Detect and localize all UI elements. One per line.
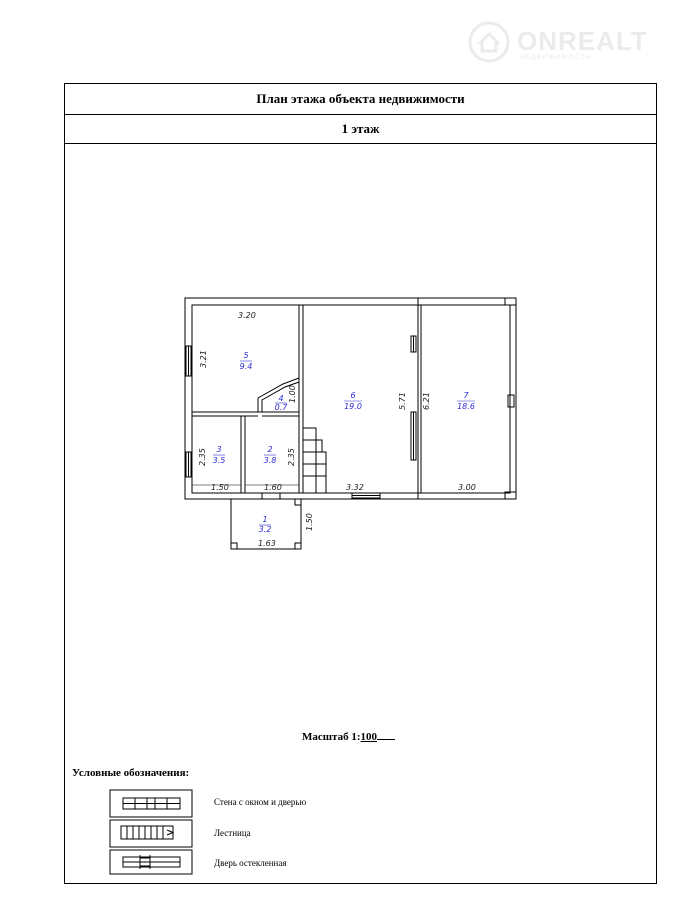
svg-text:19.0: 19.0 bbox=[344, 402, 362, 411]
svg-text:6: 6 bbox=[350, 391, 356, 400]
legend-glazed-door-icon bbox=[110, 850, 192, 874]
floor-label: 1 этаж bbox=[65, 114, 656, 144]
svg-text:1: 1 bbox=[262, 515, 268, 524]
stairs bbox=[303, 428, 326, 493]
dim-room6-height: 5.71 bbox=[398, 392, 407, 410]
room-6-label bbox=[344, 391, 362, 411]
legend-label-stairs: Лестница bbox=[214, 828, 251, 838]
dim-room5-height: 3.21 bbox=[199, 350, 208, 368]
plan-title: План этажа объекта недвижимости bbox=[65, 84, 656, 115]
svg-text:5: 5 bbox=[243, 351, 249, 360]
legend-title: Условные обозначения: bbox=[72, 767, 190, 779]
room-5-label bbox=[240, 351, 253, 371]
svg-text:18.6: 18.6 bbox=[457, 402, 475, 411]
dim-room2-width: 1.60 bbox=[264, 483, 282, 492]
room-4-label bbox=[275, 394, 289, 412]
svg-text:3.5: 3.5 bbox=[212, 456, 226, 465]
dim-room5-width: 3.20 bbox=[238, 311, 256, 320]
room-1-label bbox=[259, 515, 272, 534]
svg-text:3: 3 bbox=[216, 445, 222, 454]
scale-prefix: Масштаб 1: bbox=[302, 731, 361, 743]
dim-room7-width: 3.00 bbox=[458, 483, 476, 492]
dim-room1-width: 1.63 bbox=[258, 539, 276, 548]
dim-room3-width: 1.50 bbox=[211, 483, 229, 492]
room-2-label bbox=[264, 445, 277, 465]
scale-value: 100 bbox=[360, 731, 378, 743]
room-3-label bbox=[213, 445, 226, 465]
dim-room1-height: 1.50 bbox=[305, 513, 314, 531]
dim-room7-height: 6.21 bbox=[422, 392, 431, 410]
svg-text:3.2: 3.2 bbox=[258, 525, 272, 534]
dim-room6-width: 3.32 bbox=[346, 483, 364, 492]
watermark-tagline: НЕДВИЖИМОСТЬ bbox=[519, 54, 592, 61]
svg-text:9.4: 9.4 bbox=[239, 362, 253, 371]
svg-text:7: 7 bbox=[463, 391, 469, 400]
room-7-label bbox=[457, 391, 475, 411]
dim-room4-height: 1.00 bbox=[288, 385, 297, 403]
svg-text:2: 2 bbox=[267, 445, 273, 454]
watermark-brand: ONREALT bbox=[517, 26, 648, 56]
scale-label bbox=[302, 731, 395, 743]
legend-stairs-icon bbox=[110, 820, 192, 847]
svg-text:4: 4 bbox=[278, 394, 284, 403]
legend-label-wall: Стена с окном и дверью bbox=[214, 797, 307, 807]
svg-text:0.7: 0.7 bbox=[274, 403, 288, 412]
legend-wall-window-door-icon bbox=[110, 790, 192, 817]
svg-text:3.8: 3.8 bbox=[263, 456, 277, 465]
legend-label-glazed-door: Дверь остекленная bbox=[214, 858, 287, 868]
dim-room3-height: 2.35 bbox=[198, 448, 207, 466]
dim-room2-height: 2.35 bbox=[287, 448, 296, 466]
